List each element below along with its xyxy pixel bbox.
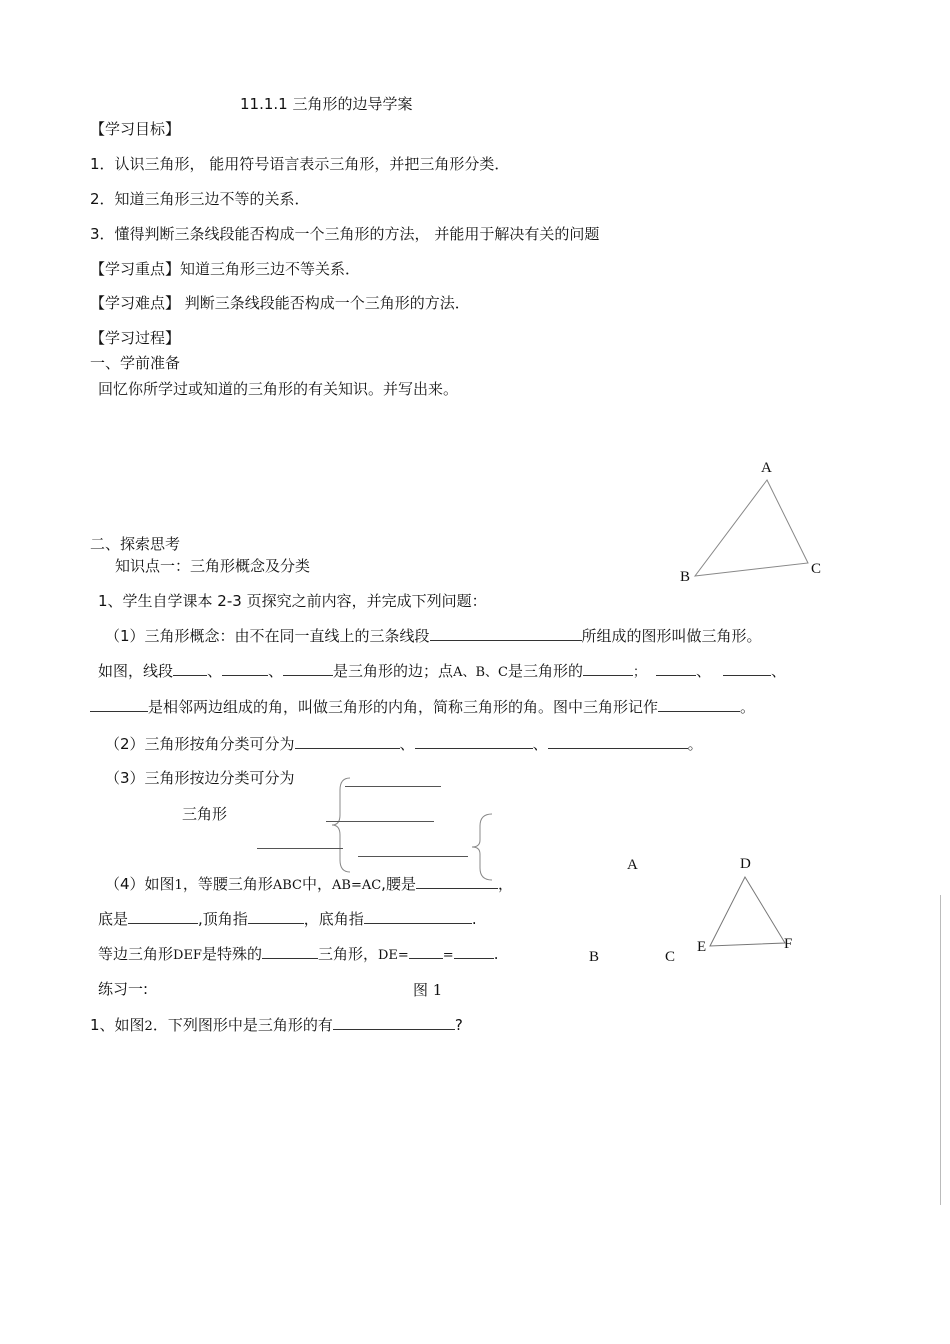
blank-vertex[interactable]	[583, 661, 633, 676]
q1-angle-line: 是相邻两边组成的角，叫做三角形的内角，简称三角形的角。图中三角形记作 。	[90, 697, 755, 717]
blank-angle-class-2[interactable]	[415, 734, 533, 749]
q3-triangle-label: 三角形	[182, 805, 228, 823]
blank-special[interactable]	[262, 944, 318, 959]
blank-base-angle[interactable]	[364, 909, 472, 924]
blank-angle-1[interactable]	[656, 661, 696, 676]
blank-side-class-2[interactable]	[326, 821, 434, 822]
blank-side-class-4[interactable]	[358, 856, 468, 857]
blank-notation[interactable]	[658, 697, 740, 712]
difficulty: 【学习难点】 判断三条线段能否构成一个三角形的方法．	[90, 294, 470, 312]
key-point: 【学习重点】知道三角形三边不等关系．	[90, 260, 361, 278]
q1-concept: （1）三角形概念：由不在同一直线上的三条线段 所组成的图形叫做三角形。	[105, 627, 762, 645]
label-c: C	[811, 561, 822, 577]
q4-line-2: 底是 ,顶角指 ，底角指 .	[98, 910, 477, 928]
brace-inner	[472, 814, 492, 880]
page-title: 11.1.1 三角形的边导学案	[240, 95, 413, 113]
q3-line: （3）三角形按边分类可分为	[105, 769, 295, 787]
triangle-def	[710, 877, 785, 946]
brace-outer	[332, 778, 350, 872]
blank-angle-class-1[interactable]	[295, 734, 400, 749]
exercise-q1: 1、如图2．下列图形中是三角形的有 ?	[90, 1016, 463, 1034]
label-a: A	[761, 460, 772, 476]
section2-title: 二、探索思考	[90, 535, 181, 553]
q4-line-3: 等边三角形DEF是特殊的 三角形，DE= = .	[98, 945, 499, 963]
blank-angle-3[interactable]	[90, 697, 148, 712]
fig1-label-a: A	[627, 857, 638, 873]
q2-line: （2）三角形按角分类可分为 、 、 。	[105, 735, 703, 753]
section1-prompt: 回忆你所学过或知道的三角形的有关知识。并写出来。	[98, 380, 459, 398]
blank-exercise-answer[interactable]	[333, 1015, 455, 1030]
blank-apex-angle[interactable]	[248, 909, 304, 924]
knowledge-point: 知识点一：三角形概念及分类	[115, 557, 311, 575]
blank-segments[interactable]	[430, 626, 582, 641]
blank-side-class-3[interactable]	[257, 848, 343, 849]
section1-title: 一、学前准备	[90, 354, 181, 372]
goal-1: 1．认识三角形， 能用符号语言表示三角形，并把三角形分类．	[90, 155, 510, 173]
fig1-label-f: F	[784, 936, 793, 952]
figure-caption: 图 1	[413, 981, 443, 999]
label-b: B	[680, 569, 691, 585]
blank-base[interactable]	[128, 909, 198, 924]
page-edge-line	[940, 895, 941, 1205]
blank-angle-2[interactable]	[723, 661, 771, 676]
goal-2: 2．知道三角形三边不等的关系．	[90, 190, 310, 208]
goals-header: 【学习目标】	[90, 120, 181, 138]
blank-side-2[interactable]	[222, 661, 268, 676]
fig1-label-b: B	[589, 949, 600, 965]
blank-side-class-1[interactable]	[345, 786, 441, 787]
process-header: 【学习过程】	[90, 329, 181, 347]
blank-equal-1[interactable]	[409, 944, 443, 959]
q1-intro: 1、学生自学课本 2-3 页探究之前内容，并完成下列问题：	[98, 592, 487, 610]
blank-equal-2[interactable]	[454, 944, 494, 959]
goal-3: 3．懂得判断三条线段能否构成一个三角形的方法， 并能用于解决有关的问题	[90, 225, 600, 243]
blank-legs[interactable]	[416, 874, 498, 889]
triangle-abc	[695, 480, 808, 576]
q4-line-1: （4）如图1，等腰三角形ABC中，AB=AC,腰是 ，	[105, 875, 513, 893]
blank-side-3[interactable]	[283, 661, 333, 676]
blank-angle-class-3[interactable]	[548, 734, 688, 749]
fig1-label-c: C	[665, 949, 676, 965]
blank-side-1[interactable]	[173, 661, 207, 676]
exercise-title: 练习一:	[98, 980, 149, 998]
fig1-label-d: D	[740, 856, 751, 872]
q1-figure-line: 如图，线段 、 、 是三角形的边；点A、B、C是三角形的 ； 、 、	[98, 662, 787, 680]
fig1-label-e: E	[697, 939, 707, 955]
